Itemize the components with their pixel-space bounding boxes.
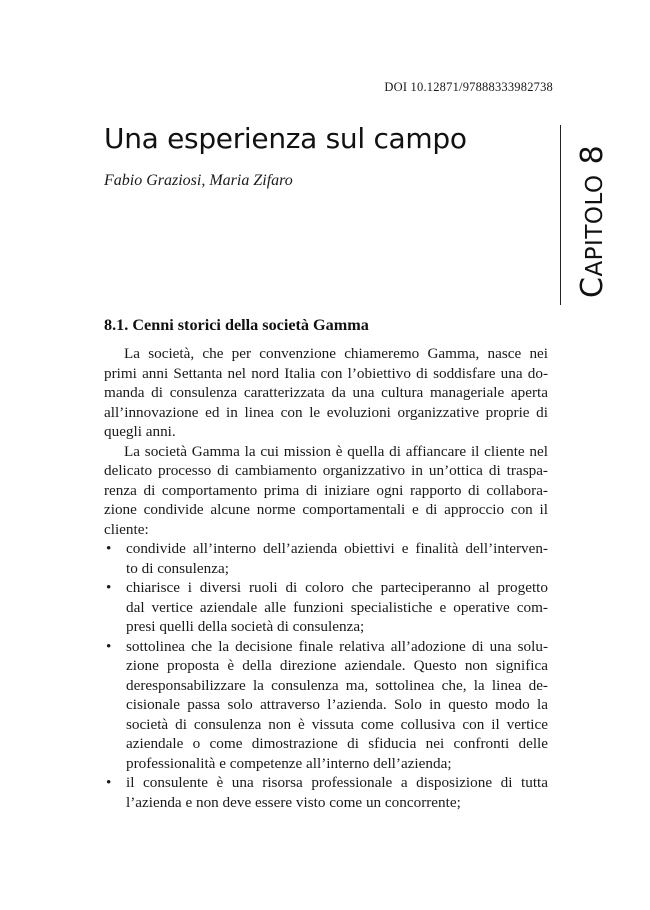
text-line: renza di comportamento prima di iniziare ogni rapporto di collabora-	[104, 481, 548, 499]
text-line: primi anni Settanta nel nord Italia con l’obiettivo di soddisfare una do-	[104, 364, 548, 382]
chapter-side-label	[575, 144, 610, 298]
text-line: quegli anni.	[104, 423, 176, 440]
text-line: sottolinea che la decisione finale relativa all’adozione di una solu-	[126, 637, 548, 655]
text-line: deresponsabilizzare la consulenza ma, sottolinea che, la linea de-	[126, 676, 548, 694]
text-line: presi quelli della società di consulenza;	[126, 618, 365, 635]
text-line: La società, che per convenzione chiameremo Gamma, nasce nei	[124, 345, 548, 362]
text-line: zione proposta è della direzione aziendale. Questo non significa	[126, 657, 548, 674]
side-label-rest: APITOLO	[582, 174, 608, 277]
text-line: manda di consulenza caratterizzata da una cultura manageriale aperta	[104, 384, 548, 401]
text-line: chiarisce i diversi ruoli di coloro che parteciperanno al progetto	[126, 579, 548, 596]
text-line: cisionale passa solo attraverso l’azienda. Solo in questo modo la	[126, 696, 548, 713]
side-divider-rule	[560, 125, 561, 305]
text-line: aziendale o come dimostrazione di sfiducia nei confronti delle	[126, 735, 548, 752]
bullet-marker: •	[106, 540, 112, 557]
text-line: l’azienda e non deve essere visto come un concorrente;	[126, 793, 461, 811]
text-line: zione condivide alcune norme comportamentali e di approccio con il	[104, 501, 548, 518]
body-text	[104, 344, 548, 812]
list-item	[104, 578, 548, 637]
chapter-authors: Fabio Graziosi, Maria Zifaro	[104, 172, 293, 189]
side-label-spacer	[575, 164, 610, 174]
text-line: to di consulenza;	[126, 559, 229, 577]
section-heading: 8.1. Cenni storici della società Gamma	[104, 316, 369, 334]
text-line: dal vertice aziendale alle funzioni specialistiche e operative com-	[126, 598, 548, 616]
side-label-initial: C	[575, 276, 610, 298]
paragraph	[104, 442, 548, 540]
bullet-marker: •	[106, 579, 112, 596]
list-item	[104, 773, 548, 812]
chapter-title: Una esperienza sul campo	[104, 122, 467, 155]
text-line: delicato processo di cambiamento organizzativo in un’ottica di traspa-	[104, 462, 548, 479]
text-line: all’innovazione ed in linea con le evoluzioni organizzative proprie di	[104, 403, 548, 421]
bullet-marker: •	[106, 637, 112, 655]
list-item	[104, 637, 548, 774]
text-line: professionalità e competenze all’interno dell’azienda;	[126, 754, 452, 772]
paragraph	[104, 344, 548, 442]
list-item	[104, 539, 548, 578]
text-line: La società Gamma la cui mission è quella di affiancare il cliente nel	[124, 442, 548, 460]
text-line: il consulente è una risorsa professionale a disposizione di tutta	[126, 774, 548, 791]
text-line: cliente:	[104, 520, 149, 538]
side-label-number: 8	[575, 144, 610, 165]
bullet-list	[104, 539, 548, 812]
text-line: condivide all’interno dell’azienda obiettivi e finalità dell’interven-	[126, 540, 548, 557]
bullet-marker: •	[106, 774, 112, 791]
text-line: società di consulenza non è vissuta come collusiva con il vertice	[126, 715, 548, 733]
doi-reference: DOI 10.12871/97888333982738	[384, 80, 553, 94]
